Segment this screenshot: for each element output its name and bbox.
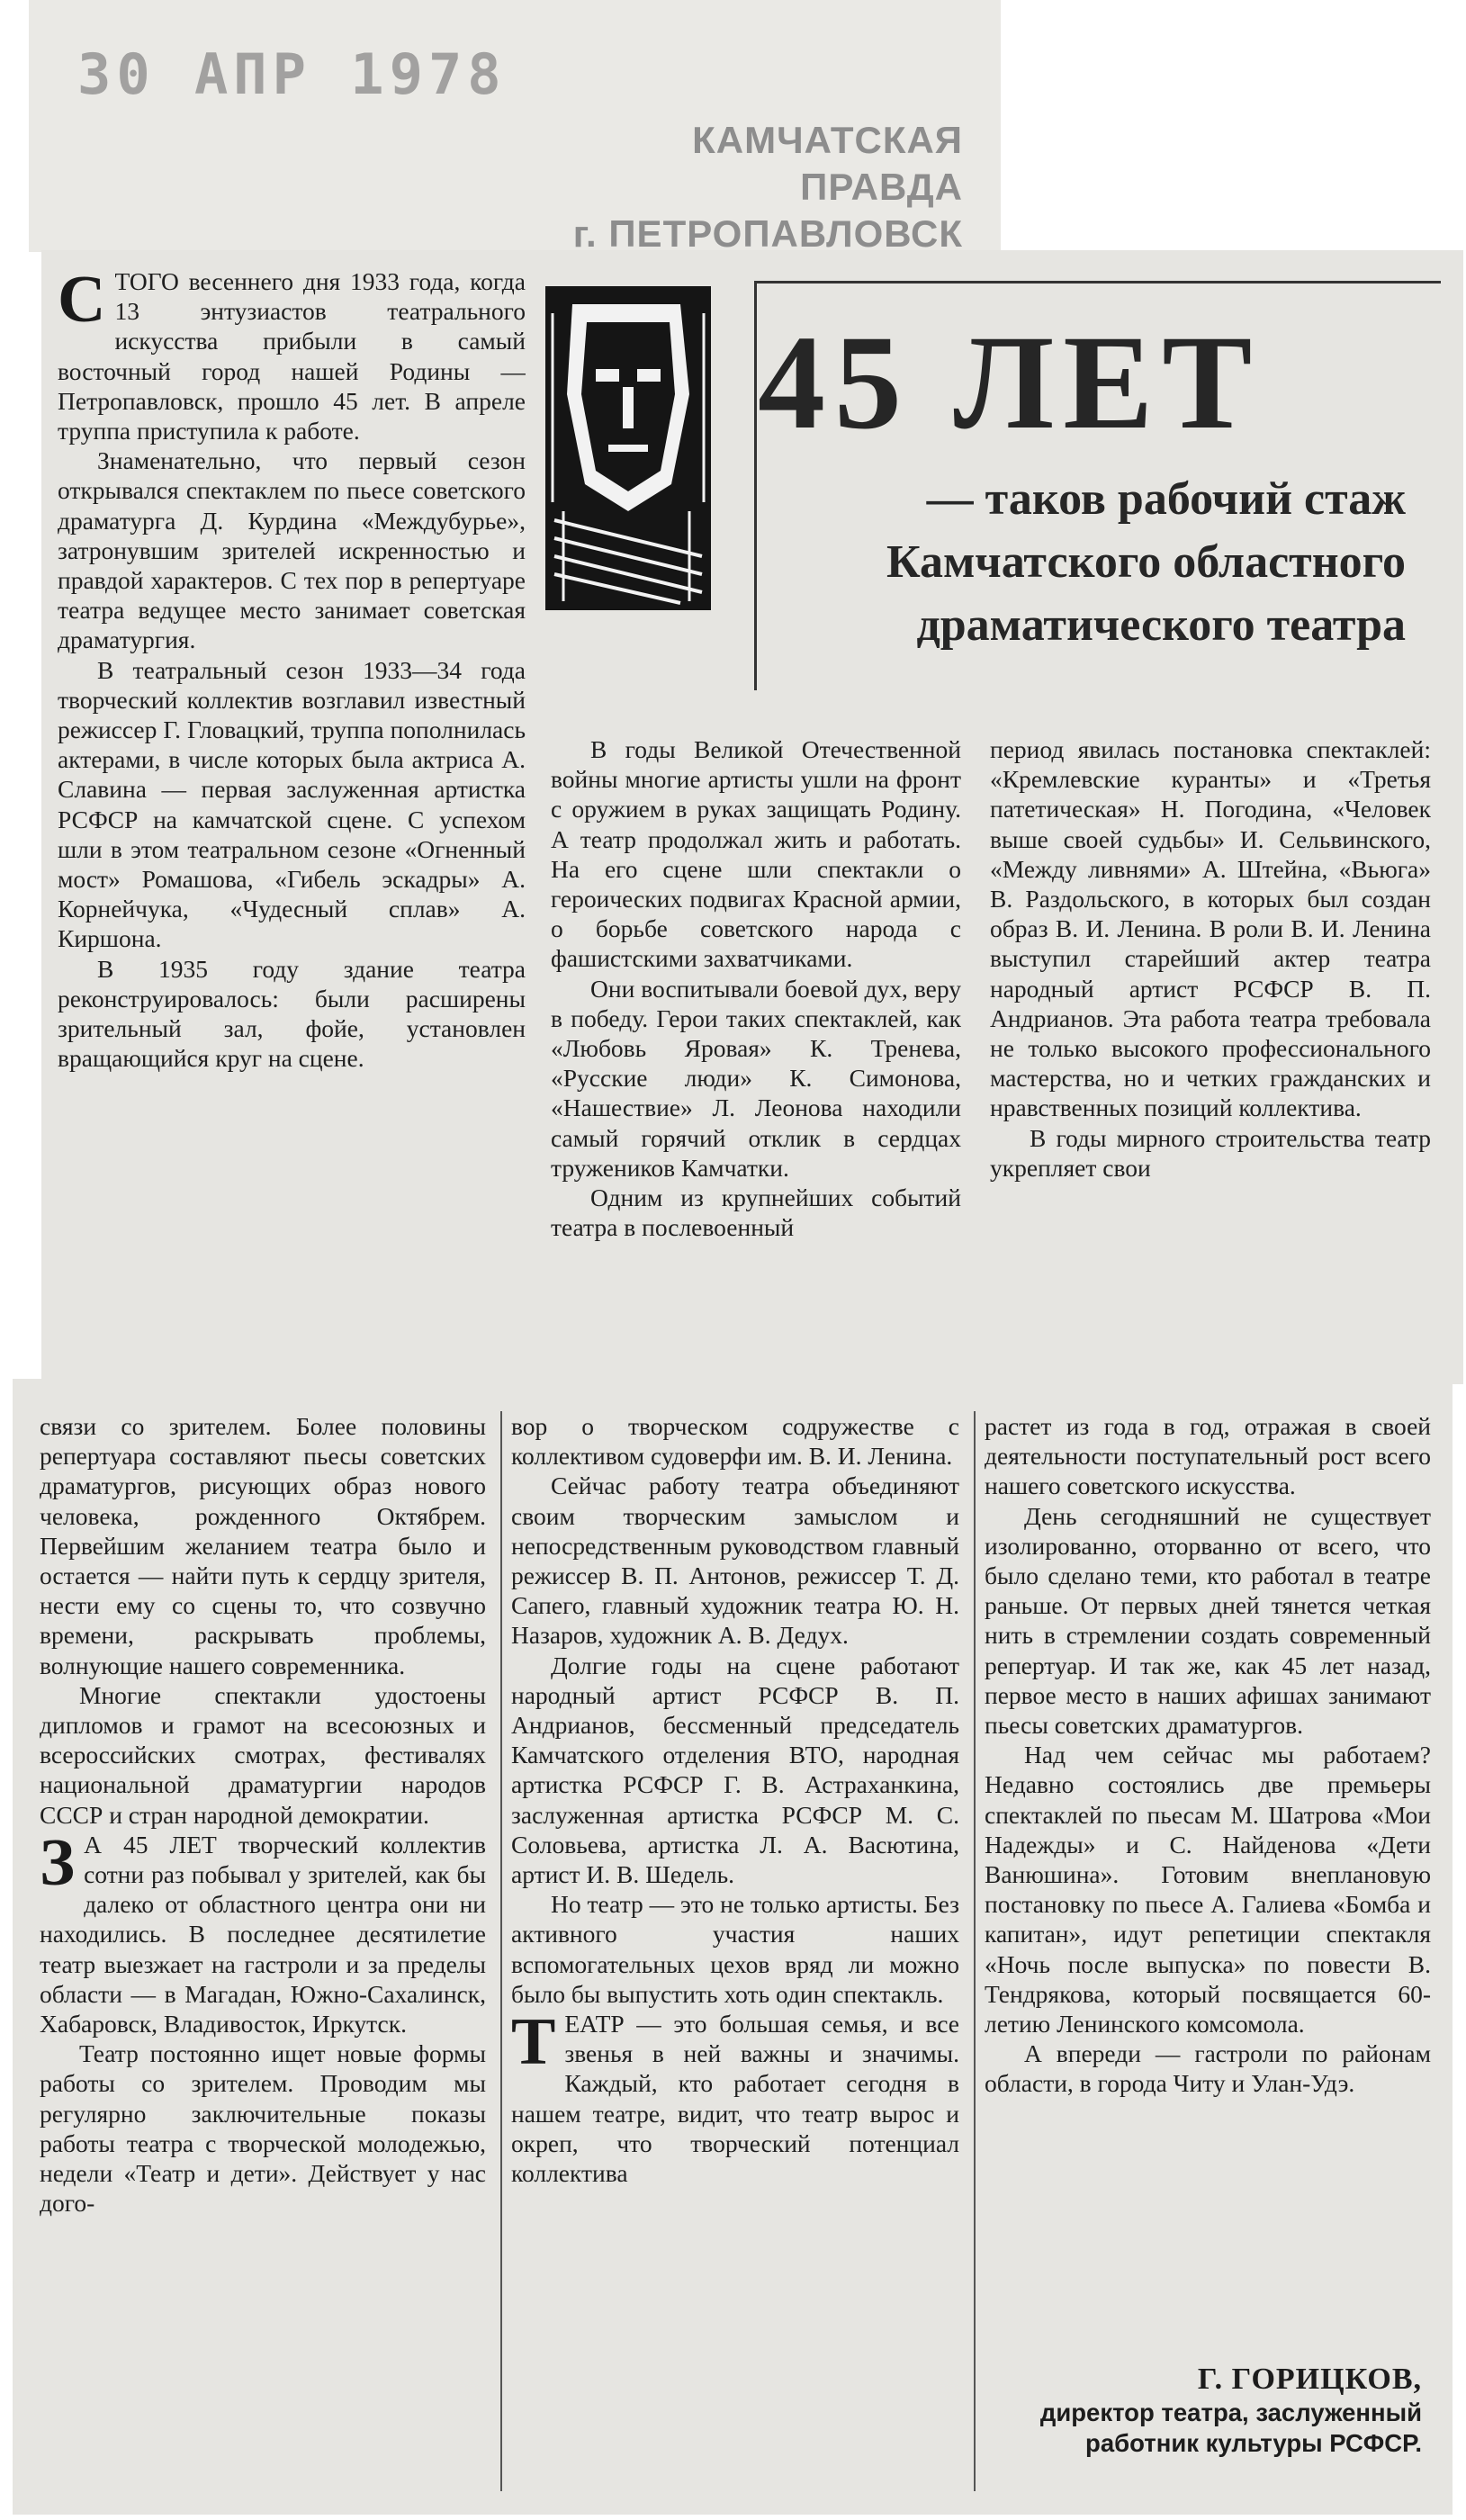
author-name: Г. ГОРИЦКОВ, [1197, 2362, 1422, 2396]
column-4-paragraph: связи со зрителем. Более половины репертуара составляют пьесы советских драматургов, рисующих образ нового человека, рожденного Октябрем. Первейшим желанием театра было и остается — найти путь к сердцу зрителя, нести ему со сцены то, что созвучно времени, раскрывать проблемы, волнующие нашего современника. [40, 1412, 486, 1679]
article-column-4 [40, 1411, 486, 2506]
column-2-paragraph: Они воспитывали боевой дух, веру в победу. Герои таких спектаклей, как «Любовь Яровая» К. Тренева, «Русские люди» К. Симонова, «Нашествие» Л. Леонова находили самый горячий отклик в сердцах тружеников Камчатки. [551, 974, 961, 1182]
author-title: директор театра, заслуженный работник культуры РСФСР. [1039, 2398, 1422, 2457]
newspaper-stamp [531, 117, 963, 257]
author-signature [1008, 2362, 1422, 2459]
column-6-paragraph: Над чем сейчас мы работаем? Недавно состоялись две премьеры спектаклей по пьесам М. Шатрова «Мои Надежды» и С. Найденова «Дети Ванюшина». Готовим внеплановую постановку по пьесе А. Галиева «Бомба и капитан», идут репетиции спектакля «Ночь после выпуска» по повести В. Тендрякова, который посвящается 60-летию Ленинского комсомола. [985, 1741, 1431, 2038]
column-4-paragraph: Многие спектакли удостоены дипломов и грамот на всесоюзных и всероссийских смотрах, фестивалях национальной драматургии народов СССР и стран народной демократии. [40, 1680, 486, 1829]
mask-artwork-icon [545, 286, 711, 610]
headline-title: 45 ЛЕТ [758, 308, 1262, 457]
column-divider [974, 1411, 976, 2491]
headline-subtitle [758, 468, 1406, 657]
column-4-paragraph [40, 1825, 486, 2038]
column-1-paragraph: В 1935 году здание театра реконструировалось: были расширены зрительный зал, фойе, установлен вращающийся круг на сцене. [58, 954, 526, 1073]
column-5-paragraph: Но театр — это не только артисты. Без активного участия наших вспомогательных цехов вряд ли можно было бы выпустить хоть один спектакль. [511, 1890, 959, 2008]
article-column-1 [58, 266, 526, 1379]
column-4-paragraph: Театр постоянно ищет новые формы работы со зрителем. Проводим мы регулярно заключительные показы работы театра с творческой молодежью, недели «Театр и дети». Действует у нас дого- [40, 2039, 486, 2218]
column-1-paragraph: В театральный сезон 1933—34 года творческий коллектив возглавил известный режиссер Г. Гловацкий, труппа пополнилась актерами, в числе которых была актриса А. Славина — первая заслуженная артистка РСФСР на камчатской сцене. С успехом шли в этом театральном сезоне «Огненный мост» Ромашова, «Гибель эскадры» А. Корнейчука, «Чудесный сплав» А. Киршона. [58, 655, 526, 953]
column-3-paragraph: период явилась постановка спектаклей: «Кремлевские куранты» и «Третья патетическая» Н. Погодина, «Человек выше своей судьбы» И. Сельвинского, «Между ливнями» А. Штейна, «Вьюга» В. Раздольского, в которых был создан образ В. И. Ленина. В роли В. И. Ленина выступил старейший актер театра народный артист РСФСР В. П. Андрианов. Эта работа театра требовала не только высокого профессионального мастерства, но и четких гражданских и нравственных позиций коллектива. [990, 735, 1431, 1122]
column-1-paragraph: Знаменательно, что первый сезон открывался спектаклем по пьесе советского драматурга Д. Курдина «Междубурье», затронувшим зрителей искренностью и правдой характеров. С тех пор в репертуаре театра ведущее место занимает советская драматургия. [58, 446, 526, 654]
article-column-5 [511, 1411, 959, 2506]
newspaper-city: г. ПЕТРОПАВЛОВСК [572, 212, 963, 255]
column-6-paragraph: растет из года в год, отражая в своей деятельности поступательный рост всего нашего советского искусства. [985, 1412, 1431, 1500]
drop-cap-z: З [40, 1825, 76, 1900]
subtitle-line-2: Камчатского областного [886, 536, 1406, 588]
column-5-paragraph [511, 2005, 959, 2188]
column-5-text-5: ЕАТР — это большая семья, и все звенья в ней важны и значимы. Каждый, кто работает сегодня в нашем театре, видит, что театр вырос и окреп, что творческий потенциал коллектива [511, 2010, 959, 2188]
drop-cap-s: С [58, 266, 106, 337]
column-3-paragraph: В годы мирного строительства театр укрепляет свои [990, 1123, 1431, 1182]
column-1-text-1: ТОГО весеннего дня 1933 года, когда 13 энтузиастов театрального искусства прибыли в самый восточный город нашей Родины — Петропавловск, прошло 45 лет. В апреле труппа приступила к работе. [58, 267, 526, 446]
date-stamp: 30 АПР 1978 [77, 41, 507, 107]
theatre-mask-illustration [545, 286, 711, 610]
drop-cap-t: Т [511, 2005, 556, 2080]
subtitle-line-3: драматического театра [916, 599, 1406, 651]
column-6-paragraph: День сегодняшний не существует изолированно, оторванно от всего, что было сделано теми, кто работал в театре раньше. От первых дней тянется четкая нить в стремлении создать современный репертуар. И так же, как 45 лет назад, первое место в наших афишах занимают пьесы советских драматургов. [985, 1501, 1431, 1740]
column-5-paragraph: Долгие годы на сцене работают народный артист РСФСР В. П. Андрианов, бессменный председатель Камчатского отделения ВТО, народная артистка РСФСР Г. В. Астраханкина, заслуженная артистка РСФСР М. С. Соловьева, артистка Л. А. Васютина, артист И. В. Шедель. [511, 1651, 959, 1889]
column-5-paragraph: Сейчас работу театра объединяют своим творческим замыслом и непосредственным руководством главный режиссер В. П. Антонов, режиссер Т. Д. Сапего, главный художник театра Ю. Н. Назаров, художник А. В. Дедух. [511, 1472, 959, 1650]
column-1-paragraph [58, 266, 526, 446]
article-column-3 [990, 734, 1431, 1379]
newspaper-name: КАМЧАТСКАЯ ПРАВДА [692, 119, 963, 208]
column-2-paragraph: Одним из крупнейших событий театра в послевоенный [551, 1184, 961, 1242]
article-column-2 [551, 734, 961, 1379]
subtitle-line-1: — таков рабочий стаж [926, 473, 1406, 525]
column-5-paragraph: вор о творческом содружестве с коллективом судоверфи им. В. И. Ленина. [511, 1412, 959, 1471]
column-6-paragraph: А впереди — гастроли по районам области, в города Читу и Улан-Удэ. [985, 2039, 1431, 2098]
article-column-6 [985, 1411, 1431, 2356]
column-2-paragraph: В годы Великой Отечественной войны многие артисты ушли на фронт с оружием в руках защищать Родину. А театр продолжал жить и работать. На его сцене шли спектакли о героических подвигах Красной армии, о борьбе советского народа с фашистскими захватчиками. [551, 735, 961, 973]
column-4-text-3: А 45 ЛЕТ творческий коллектив сотни раз побывал у зрителей, как бы далеко от областного центра они ни находились. В последнее десятилетие театр выезжает на гастроли и за пределы области — в Магадан, Южно-Сахалинск, Хабаровск, Владивосток, Иркутск. [40, 1830, 486, 2038]
column-divider [500, 1411, 502, 2491]
